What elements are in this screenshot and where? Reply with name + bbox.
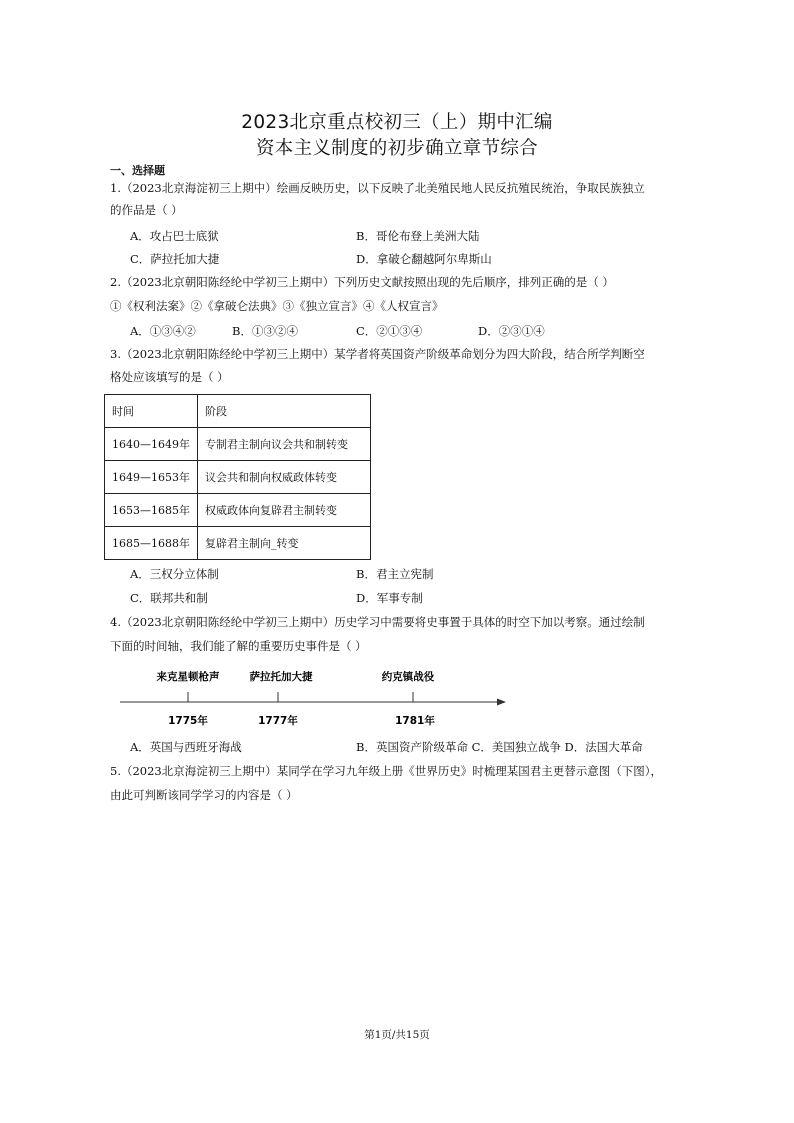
- option-b: B．①③②④: [232, 324, 298, 338]
- timeline-year-label: 1781年: [395, 715, 435, 727]
- option-a: A．①③④②: [130, 324, 196, 338]
- stages-table: [104, 394, 371, 560]
- option-d: D．拿破仑翻越阿尔卑斯山: [356, 252, 492, 266]
- timeline-event-label: 萨拉托加大捷: [249, 671, 313, 683]
- option-b-c-d: B．英国资产阶级革命 C．美国独立战争 D．法国大革命: [356, 740, 643, 754]
- timeline-diagram: [118, 662, 518, 732]
- timeline-year-label: 1777年: [258, 715, 298, 727]
- table-cell: 议会共和制向权威政体转变: [198, 461, 371, 494]
- page-title-line2: 资本主义制度的初步确立章节综合: [255, 138, 538, 159]
- table-row: [105, 527, 371, 560]
- question-text: 5.（2023北京海淀初三上期中）某同学在学习九年级上册《世界历史》时梳理某国君主更替示意图（下图），: [110, 764, 662, 778]
- page-title-line1: 2023北京重点校初三（上）期中汇编: [241, 112, 553, 133]
- option-d: D．②③①④: [478, 324, 545, 338]
- option-c: C．联邦共和制: [130, 591, 208, 605]
- question-text: 2.（2023北京朝阳陈经纶中学初三上期中）下列历史文献按照出现的先后顺序，排列正确的是（ ）: [110, 275, 614, 289]
- table-row: [105, 494, 371, 527]
- option-a: A．攻占巴士底狱: [130, 229, 219, 243]
- table-cell: 1640—1649年: [105, 428, 198, 461]
- question-text: 4.（2023北京朝阳陈经纶中学初三上期中）历史学习中需要将史事置于具体的时空下加以考察。通过绘制: [110, 615, 645, 629]
- option-a: A．英国与西班牙海战: [130, 740, 242, 754]
- option-c: C．萨拉托加大捷: [130, 252, 220, 266]
- table-header: 时间: [105, 395, 198, 428]
- option-b: B．君主立宪制: [356, 567, 434, 581]
- table-cell: 1653—1685年: [105, 494, 198, 527]
- question-text: 3.（2023北京朝阳陈经纶中学初三上期中）某学者将英国资产阶级革命划分为四大阶段，结合所学判断空: [110, 347, 645, 361]
- page-number: 第1页/共15页: [364, 1029, 430, 1041]
- table-cell: 权威政体向复辟君主制转变: [198, 494, 371, 527]
- arrow-head-icon: [497, 699, 506, 706]
- question-text: ①《权利法案》②《拿破仑法典》③《独立宣言》④《人权宣言》: [110, 299, 444, 313]
- table-header-row: [105, 395, 371, 428]
- question-text: 格处应该填写的是（ ）: [110, 370, 229, 384]
- option-a: A．三权分立体制: [130, 567, 219, 581]
- question-text: 由此可判断该同学学习的内容是（ ）: [110, 788, 298, 802]
- table-cell: 专制君主制向议会共和制转变: [198, 428, 371, 461]
- timeline-year-label: 1775年: [168, 715, 208, 727]
- timeline-event-label: 约克镇战役: [381, 671, 435, 683]
- table-header: 阶段: [198, 395, 371, 428]
- table-cell: 1649—1653年: [105, 461, 198, 494]
- question-text: 1.（2023北京海淀初三上期中）绘画反映历史，以下反映了北美殖民地人民反抗殖民统治，争取民族独立: [110, 181, 645, 195]
- section-heading: 一、选择题: [110, 164, 165, 177]
- table-row: [105, 428, 371, 461]
- option-c: C．②①③④: [356, 324, 423, 338]
- table-cell: 1685—1688年: [105, 527, 198, 560]
- timeline-event-label: 来克星顿枪声: [156, 671, 220, 683]
- option-d: D．军事专制: [356, 591, 423, 605]
- question-text: 的作品是（ ）: [110, 203, 183, 217]
- table-row: [105, 461, 371, 494]
- option-b: B．哥伦布登上美洲大陆: [356, 229, 480, 243]
- table-cell: 复辟君主制向_转变: [198, 527, 371, 560]
- question-text: 下面的时间轴，我们能了解的重要历史事件是（ ）: [110, 639, 367, 653]
